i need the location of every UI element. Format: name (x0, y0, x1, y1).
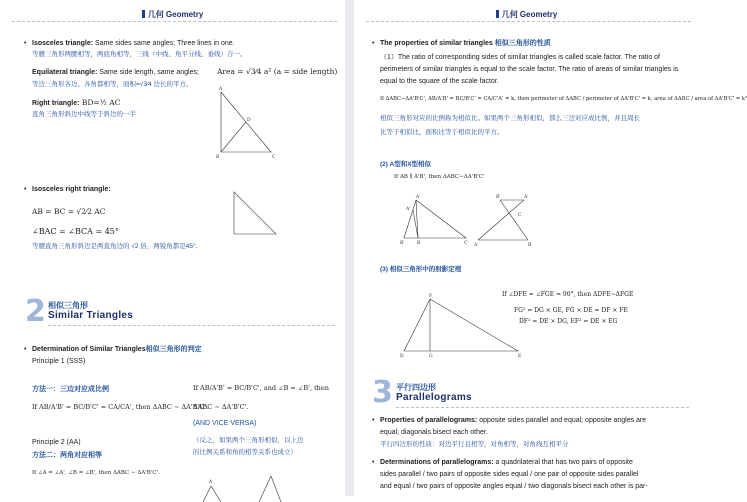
equilateral-area-formula: Area = √3⁄4 a² (a = side length) (217, 67, 338, 76)
vertex-label: A (219, 87, 223, 92)
right-page-header: 几何 Geometry (354, 9, 699, 20)
isosceles-cn: 等腰三角形两腰相等，两底角相等，三线（中线、角平分线、垂线）合一。 (32, 51, 247, 58)
vertex-label: C' (464, 241, 469, 246)
vertex-label: G (429, 354, 433, 359)
right-page (354, 0, 747, 496)
para-det-line-2: sides parallel / two pairs of opposite sides equal / one pair of opposite sides parallel (380, 471, 639, 478)
vertex-label: A (474, 243, 478, 248)
para-props-line-2: equal; diagonals bisect each other. (380, 429, 488, 436)
left-page-header: 几何 Geometry (0, 9, 345, 20)
para-props-line: • Properties of parallelograms: opposite sides parallel and equal; opposite angles are (380, 416, 646, 426)
props-formula: If ΔABC∼ΔA'B'C', AB/A'B' = BC/B'C' = CA/C'A' = k, then perimeter of ΔABC / perimeter of ΔA'B'C' = k, area of ΔABC / area of ΔA'B'C' = k² (380, 96, 747, 102)
vertex-label: A' (524, 195, 529, 200)
vertex-label: A' (406, 207, 411, 212)
method-1: 方法一：三边对应成比例 (32, 386, 109, 393)
para-props-cn: 平行四边形的性质：对边平行且相等，对角相等，对角线互相平分 (380, 441, 569, 448)
para-det-line: • Determinations of parallelograms: a quadrilateral that has two pairs of opposite (380, 458, 633, 468)
props-cn-2: 比等于相似比，面积比等于相似比的平方。 (380, 129, 504, 136)
iso-right-cn: 等腰直角三角形斜边是两直角边的 √2 倍，两锐角都是45°. (32, 243, 198, 250)
left-page (0, 0, 345, 496)
shadow-formula-3: DF² = DE × DG, EF² = DE × EG (519, 318, 618, 325)
vertex-label: D (400, 354, 404, 359)
vertex-label: B' (496, 195, 501, 200)
section-2-cn: 相似三角形 (48, 301, 88, 310)
method-2: 方法二：两角对应相等 (32, 452, 102, 459)
vertex-label: B' (400, 241, 405, 246)
section-2-number: 2 (25, 294, 46, 329)
vertex-label: D (247, 118, 251, 123)
determination-title: • Determination of Similar Triangles相似三角形的判定 (32, 345, 202, 355)
sas-result: ΔABC ∼ ΔA'B'C'. (193, 403, 249, 411)
header-divider (12, 21, 337, 22)
vertex-label: B (528, 243, 532, 248)
ax-title: (2) A型和X型相似 (380, 161, 432, 168)
section-2-divider (48, 325, 335, 326)
vice-versa: (AND VICE VERSA) (193, 420, 257, 427)
principle-2: Principle 2 (AA) (32, 439, 81, 446)
iso-right-line: • Isosceles right triangle: (32, 185, 111, 195)
vertex-label: A (209, 480, 213, 485)
shadow-title: (3) 相似三角形中的射影定理 (380, 266, 462, 273)
header-mark-icon (142, 10, 145, 18)
right-triangle-line: Right triangle: BD=½ AC (32, 98, 121, 107)
sas-formula: If AB/A'B' = BC/B'C', and ∠B = ∠B', then (193, 384, 329, 392)
iso-right-formula-2: ∠BAC = ∠BCA = 45° (32, 227, 119, 236)
equilateral-line: Equilateral triangle: Same side length, same angles; (32, 69, 199, 76)
section-2-title: Similar Triangles (48, 310, 134, 321)
shadow-formula-2: FG² = DG × GE, FG × DE = DF × FE (514, 307, 628, 314)
vertex-label: C (272, 155, 276, 160)
section-3-number: 3 (372, 375, 393, 410)
vertex-label: A (416, 195, 420, 200)
right-triangle-cn: 直角三角形斜边中线等于斜边的一半 (32, 111, 136, 118)
props-cn-1: 相似三角形对应的比例称为相似比。如果两个三角形相似，那么三边对应成比例，并且周长 (380, 115, 640, 122)
vice-cn-1: （反之，如果两个三角形相似，以上边 (193, 437, 304, 444)
ax-formula: If AB ∥ A'B', then ΔABC∼ΔA'B'C' (394, 174, 485, 180)
principle-1: Principle 1 (SSS) (32, 358, 86, 365)
header-divider (366, 21, 691, 22)
aa-triangles-figure (195, 472, 285, 502)
vertex-label: F (429, 294, 433, 299)
props-paragraph: （1）The ratio of corresponding sides of similar triangles is called scale factor. The ratio of perimeters of similar triangles is equal to the scale factor. The ratio of areas of similar triangles is equal to the square of the scale factor. (380, 54, 679, 85)
iso-right-formula-1: AB = BC = √2⁄2 AC (32, 207, 106, 216)
vertex-label: E (518, 354, 522, 359)
isosceles-right-figure (230, 190, 280, 240)
vertex-label: B (216, 155, 220, 160)
shadow-formula-1: If ∠DFE = ∠FGE = 90°, then ΔDFE∼ΔFGE (502, 291, 634, 298)
vertex-label: C (518, 213, 522, 218)
method-2-formula: If ∠A = ∠A', ∠B = ∠B', then ΔABC ∼ ΔA'B'C'. (32, 470, 160, 476)
projection-figure (394, 293, 524, 363)
a-type-figure (394, 194, 474, 249)
method-1-formula: If AB/A'B' = BC/B'C' = CA/CA', then ΔABC ∼ ΔA'B'C'. (32, 403, 209, 411)
vertex-label: B (417, 241, 421, 246)
para-det-line-3: and equal / two pairs of opposite angles equal / two diagonals bisect each other is par- (380, 483, 648, 490)
page-gutter (345, 0, 354, 496)
vice-cn-2: 的比例关系和角的相等关系也成立） (193, 449, 297, 456)
equilateral-cn: 等边三角形各边、各角都相等，面积=√3⁄4 边长的平方。 (32, 81, 193, 88)
section-3-divider (396, 407, 689, 408)
right-triangle-figure (215, 88, 275, 158)
section-3-cn: 平行四边形 (396, 383, 436, 392)
section-3-title: Parallelograms (396, 392, 472, 403)
header-mark-icon (496, 10, 499, 18)
x-type-figure (474, 194, 544, 249)
isosceles-line: • Isosceles triangle: Same sides same angles; Three lines in one. (32, 39, 235, 49)
props-title: • The properties of similar triangles 相似三角形的性质 (380, 39, 551, 49)
